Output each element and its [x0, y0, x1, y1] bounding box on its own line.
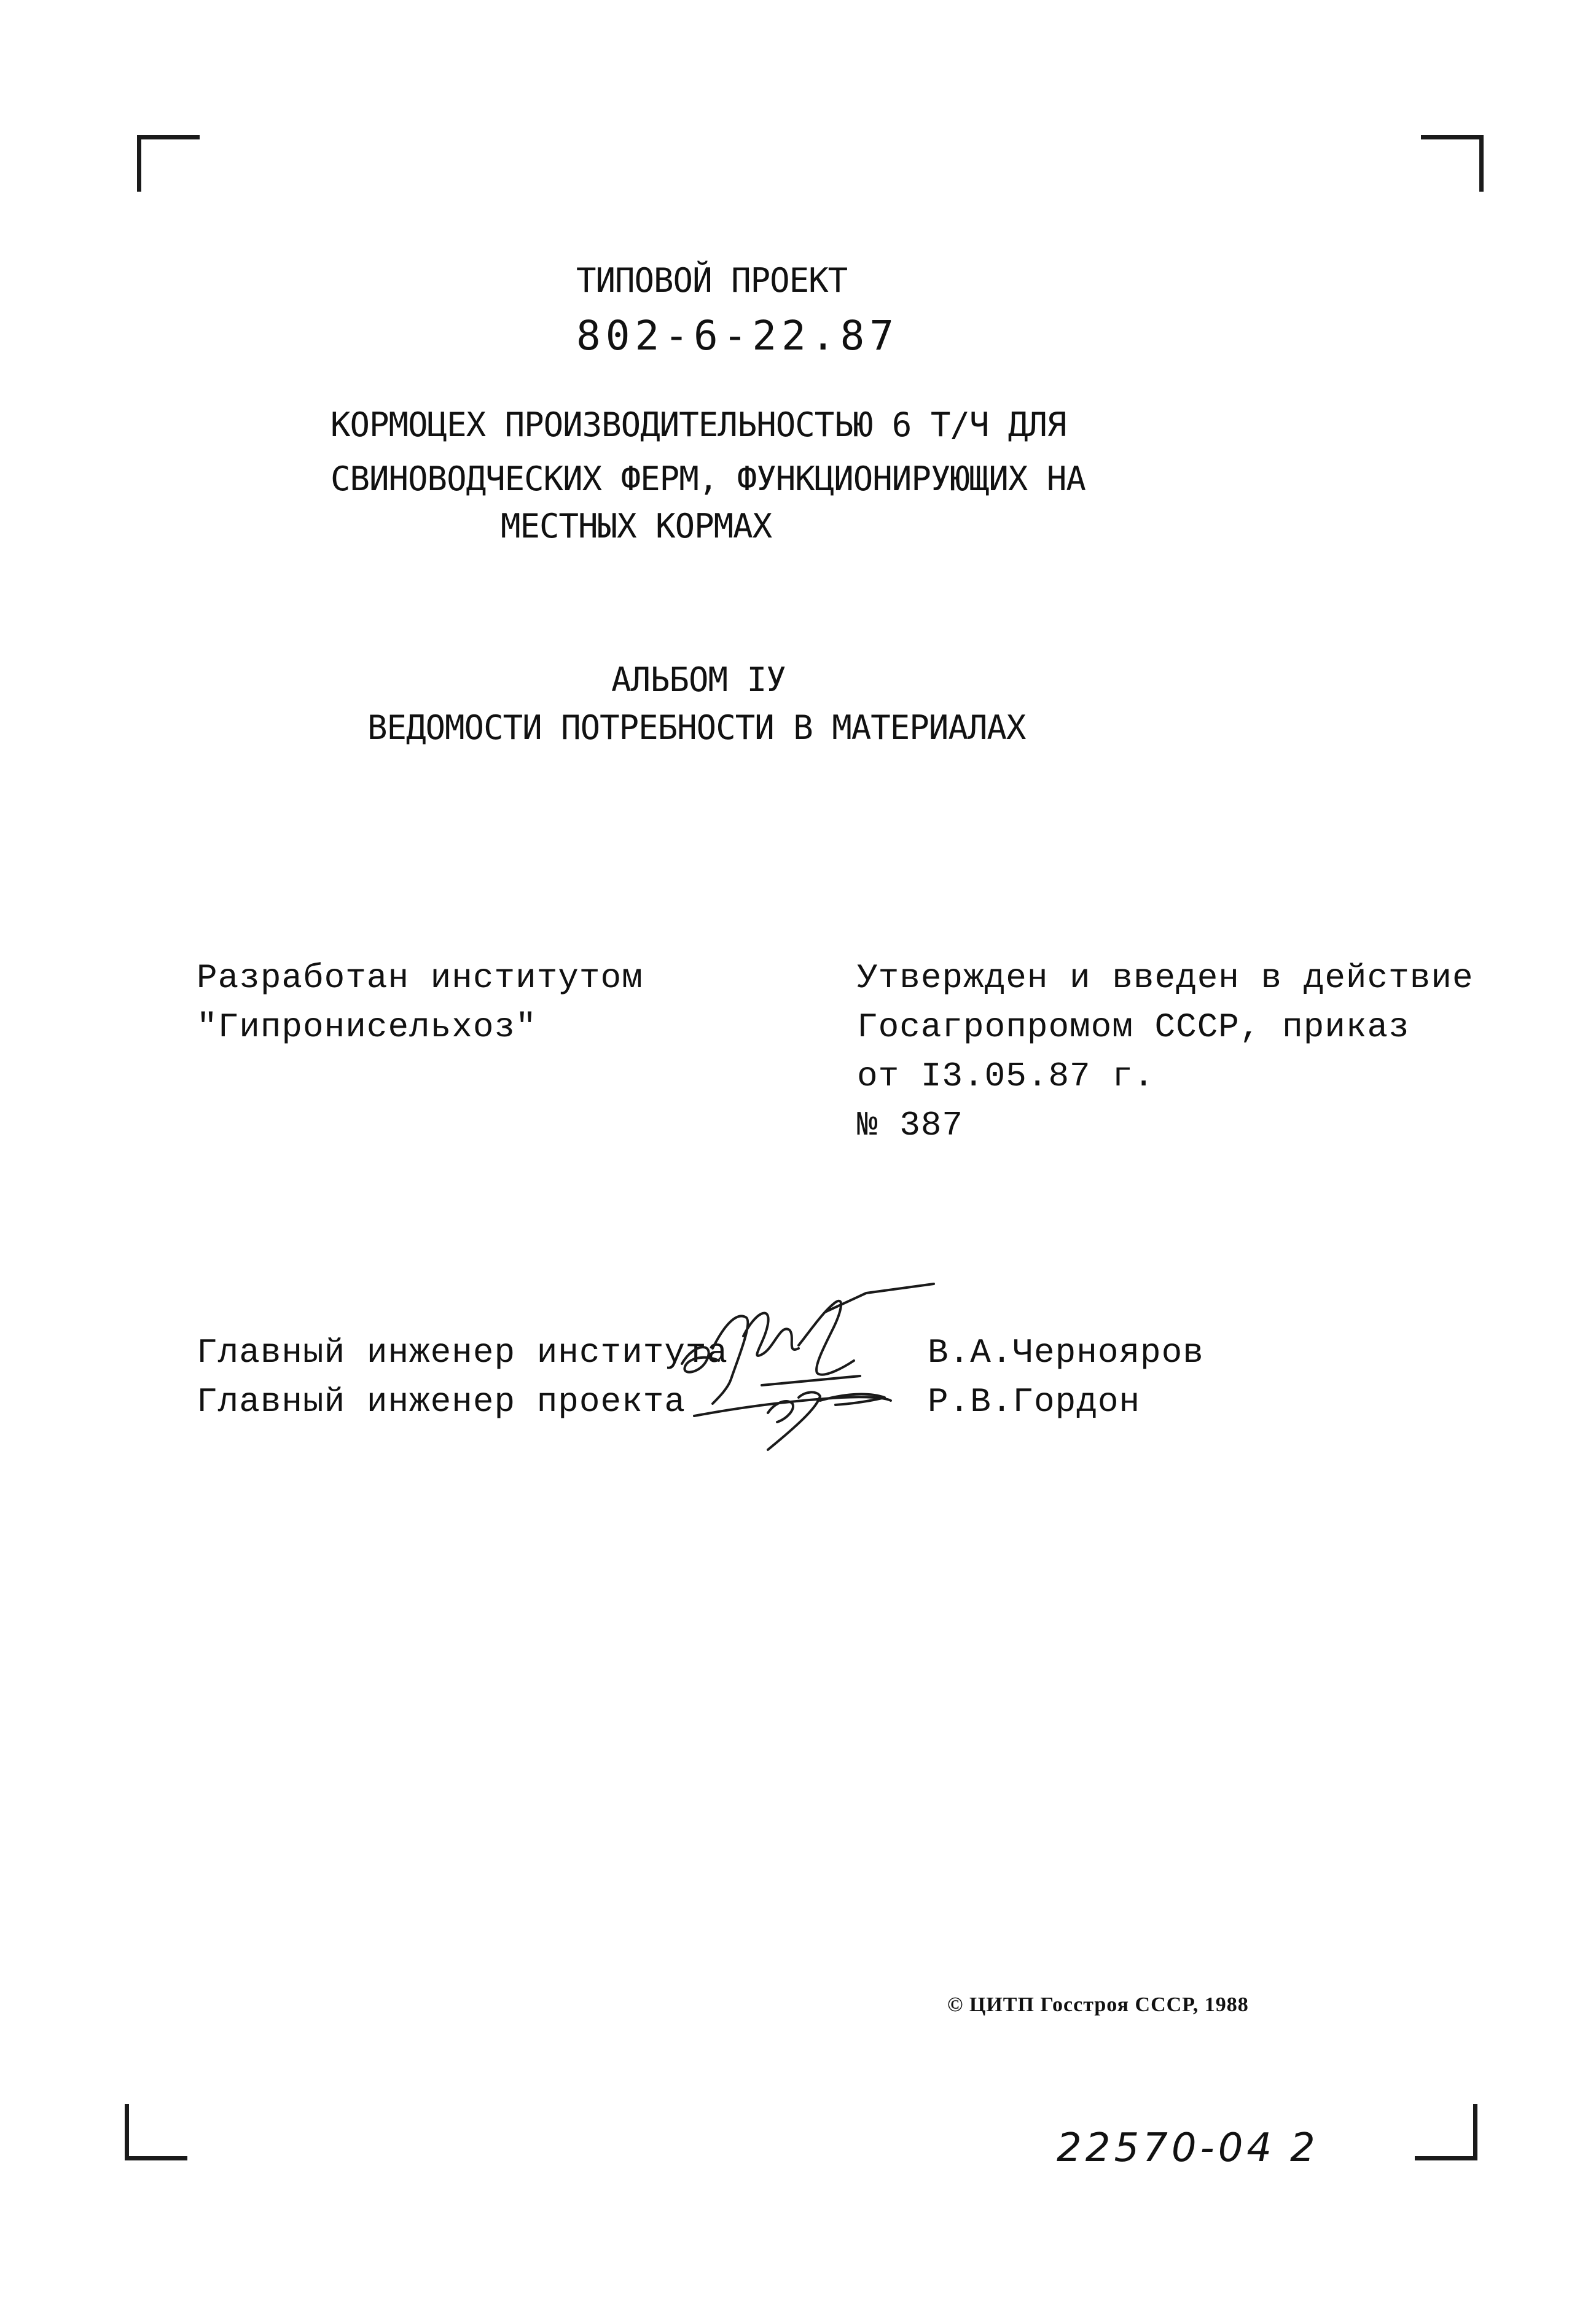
- title-line-1: КОРМОЦЕХ ПРОИЗВОДИТЕЛЬНОСТЬЮ 6 Т/Ч ДЛЯ: [331, 405, 1066, 444]
- approval-line-3: от I3.05.87 г.: [857, 1057, 1155, 1096]
- developer-line-1: Разработан институтом: [197, 958, 643, 998]
- corner-mark-bottom-right: [1415, 2104, 1477, 2160]
- album-label: АЛЬБОМ IУ: [611, 660, 786, 699]
- approval-line-2: Госагропромом СССР, приказ: [857, 1007, 1410, 1047]
- signatory-role-2: Главный инженер проекта: [197, 1382, 686, 1421]
- title-line-3: МЕСТНЫХ КОРМАХ: [501, 507, 772, 545]
- corner-mark-bottom-left: [125, 2104, 187, 2160]
- doc-type: ТИПОВОЙ ПРОЕКТ: [576, 261, 848, 300]
- signatory-name-2: Р.В.Гордон: [928, 1382, 1141, 1421]
- corner-mark-top-left: [137, 135, 200, 192]
- signatory-role-1: Главный инженер института: [197, 1333, 729, 1372]
- title-line-2: СВИНОВОДЧЕСКИХ ФЕРМ, ФУНКЦИОНИРУЮЩИХ НА: [331, 459, 1086, 498]
- developer-line-2: "Гипронисельхоз": [197, 1007, 537, 1047]
- signature-stroke: [762, 1376, 860, 1385]
- footer-code: 22570-04: [1057, 2125, 1276, 2171]
- signature-stroke: [743, 1313, 799, 1356]
- signature-stroke: [826, 1284, 934, 1312]
- project-number: 802-6-22.87: [576, 312, 899, 359]
- corner-mark-top-right: [1421, 135, 1484, 192]
- signature-stroke: [682, 1347, 719, 1372]
- approval-line-1: Утвержден и введен в действие: [857, 958, 1474, 998]
- handwritten-signatures: [670, 1275, 964, 1459]
- album-subtitle: ВЕДОМОСТИ ПОТРЕБНОСТИ В МАТЕРИАЛАХ: [367, 708, 1026, 747]
- signatory-name-1: В.А.Чернояров: [928, 1333, 1204, 1372]
- copyright-notice: © ЦИТП Госстроя СССР, 1988: [947, 1993, 1249, 2016]
- page-number: 2: [1290, 2125, 1319, 2171]
- approval-line-4: № 387: [857, 1106, 964, 1145]
